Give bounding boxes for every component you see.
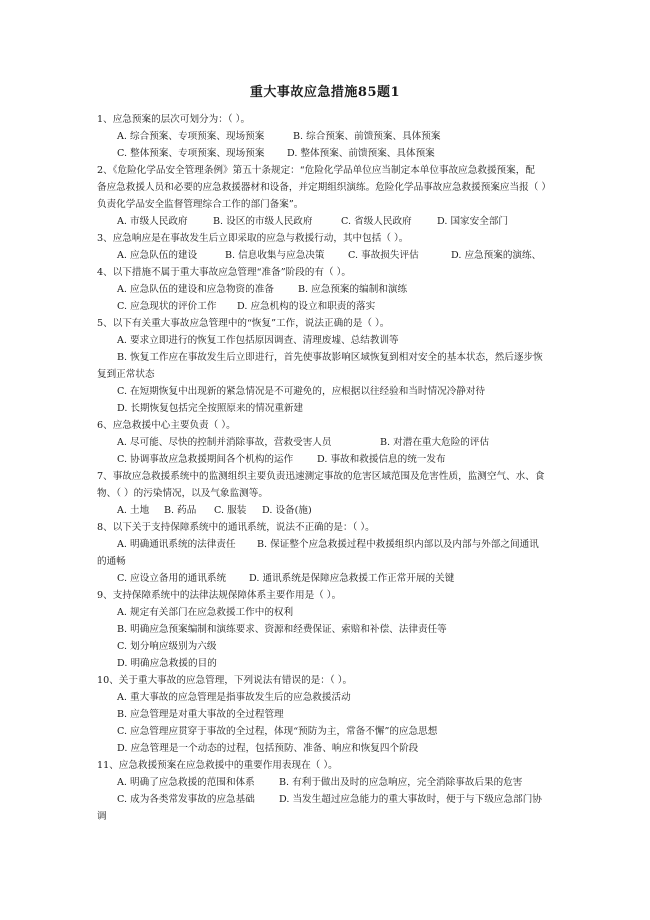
question-7-option-c: C. 服装 [214,505,247,516]
question-6-option-c: C. 协调事故应急救援期间各个机构的运作 [117,454,294,465]
question-10-stem: 10、关于重大事故的应急管理，下列说法有错误的是：（ ）。 [97,675,353,686]
question-4-option-c: C. 应急现状的评价工作 [117,301,217,312]
question-4-option-a: A. 应急队伍的建设和应急物资的准备 [117,284,274,295]
question-9-option-d: D. 明确应急救援的目的 [117,658,217,669]
question-9-stem: 9、支持保障系统中的法律法规保障体系主要作用是（ ）。 [97,590,342,601]
question-3-option-d: D. 应急预案的演练、 [451,250,542,261]
question-6-option-d: D. 事故和救援信息的统一发布 [317,454,446,465]
question-7-option-d: D. 设备(施) [262,505,312,516]
question-5-option-c: C. 在短期恢复中出现新的紧急情况是不可避免的，应根据以往经验和当时情况冷静对待 [117,386,486,397]
question-1-options-row-1 [117,131,440,143]
question-2-option-a: A. 市级人民政府 [117,216,188,227]
question-6-options-row-1 [117,437,489,449]
question-6-option-b: B. 对潜在重大危险的评估 [380,437,490,448]
question-7-stem-line-2: 物、（ ）的污染情况，以及气象监测等。 [97,488,268,499]
question-10-option-d: D. 应急管理是一个动态的过程，包括预防、准备、响应和恢复四个阶段 [117,743,419,754]
question-2-option-b: B. 设区的市级人民政府 [213,216,313,227]
question-7-option-b: B. 药品 [164,505,197,516]
question-3-stem: 3、应急响应是在事故发生后立即采取的应急与救援行动，其中包括（ ）。 [97,233,409,244]
question-6-options-row-2 [117,454,446,466]
question-1-option-b: B. 综合预案、前馈预案、具体预案 [293,131,441,142]
question-9-option-a: A. 规定有关部门在应急救援工作中的权利 [117,607,294,618]
question-11-options-row-1 [117,777,522,789]
question-5-stem: 5、以下有关重大事故应急管理中的“恢复”工作，说法正确的是（ ）。 [97,318,390,329]
question-2-option-c: C. 省级人民政府 [341,216,412,227]
question-11-option-d-line-1: D. 当发生超过应急能力的重大事故时，便于与下级应急部门协 [279,794,542,805]
question-7-options-row [117,505,312,517]
question-10-option-c: C. 应急管理应贯穿于事故的全过程，体现“预防为主，常备不懈”的应急思想 [117,726,438,737]
question-11-options-row-2 [117,794,542,806]
question-1-stem: 1、应急预案的层次可划分为：（ ）。 [97,114,251,125]
question-6-stem: 6、应急救援中心主要负责（ ）。 [97,420,236,431]
question-1-option-a: A. 综合预案、专项预案、现场预案 [117,131,265,142]
question-8-option-d: D. 通讯系统是保障应急救援工作正常开展的关键 [249,573,455,584]
question-9-option-b: B. 明确应急预案编制和演练要求、资源和经费保证、索赔和补偿、法律责任等 [117,624,447,635]
question-3-option-c: C. 事故损失评估 [348,250,419,261]
question-8-option-a: A. 明确通讯系统的法律责任 [117,539,236,550]
question-11-option-b: B. 有利于做出及时的应急响应，完全消除事故后果的危害 [279,777,523,788]
question-4-stem: 4、以下措施不属于重大事故应急管理“准备”阶段的有（ ）。 [97,267,352,278]
question-11-option-a: A. 明确了应急救援的范围和体系 [117,777,255,788]
question-8-options-row-2 [117,573,454,585]
question-2-options-row [117,216,508,228]
question-7-stem-line-1: 7、事故应急救援系统中的监测组织主要负责迅速测定事故的危害区域范围及危害性质，监测空气、水、食 [97,471,545,482]
question-11-option-c: C. 成为各类常发事故的应急基础 [117,794,255,805]
question-8-option-b-line-1: B. 保证整个应急救援过程中救援组织内部以及内部与外部之间通讯 [257,539,539,550]
question-10-option-b: B. 应急管理是对重大事故的全过程管理 [117,709,284,720]
question-2-option-d: D. 国家安全部门 [437,216,509,227]
question-2-stem-line-1: 2、《危险化学品安全管理条例》第五十条规定：“危险化学品单位应当制定本单位事故应急救援预案，配 [97,165,535,176]
question-5-option-b-line-1: B. 恢复工作应在事故发生后立即进行，首先使事故影响区域恢复到相对安全的基本状态，然后逐步恢 [117,352,543,363]
question-7-option-a: A. 土地 [117,505,150,516]
question-11-stem: 11、应急救援预案在应急救援中的重要作用表现在（ ）。 [97,760,338,771]
question-3-option-b: B. 信息收集与应急决策 [225,250,325,261]
question-9-option-c: C. 划分响应级别为六级 [117,641,217,652]
question-2-stem-line-2: 备应急救援人员和必要的应急救援器材和设备，并定期组织演练。危险化学品事故应急救援预案应当报（ ） [97,182,551,193]
question-2-stem-line-3: 负责化学品安全监督管理综合工作的部门备案”。 [97,199,304,210]
question-3-options-row [117,250,541,262]
question-1-options-row-2 [117,148,435,160]
question-1-option-c: C. 整体预案、专项预案、现场预案 [117,148,265,159]
question-3-option-a: A. 应急队伍的建设 [117,250,198,261]
question-6-option-a: A. 尽可能、尽快的控制并消除事故，营救受害人员 [117,437,332,448]
question-8-option-c: C. 应设立备用的通讯系统 [117,573,227,584]
question-11-option-d-line-2: 调 [97,811,107,822]
question-4-option-d: D. 应急机构的设立和职责的落实 [237,301,376,312]
question-4-options-row-1 [117,284,407,296]
question-10-option-a: A. 重大事故的应急管理是指事故发生后的应急救援活动 [117,692,351,703]
question-5-option-d: D. 长期恢复包括完全按照原来的情况重新建 [117,403,304,414]
question-8-options-row-1 [117,539,539,551]
question-4-option-b: B. 应急预案的编制和演练 [298,284,408,295]
question-5-option-b-line-2: 复到正常状态 [97,369,155,380]
question-8-option-b-line-2: 的通畅 [97,556,126,567]
question-8-stem: 8、以下关于支持保障系统中的通讯系统，说法不正确的是：（ ）。 [97,522,375,533]
page-title: 重大事故应急措施85题1 [249,85,401,100]
question-1-option-d: D. 整体预案、前馈预案、具体预案 [287,148,435,159]
question-5-option-a: A. 要求立即进行的恢复工作包括原因调查、清理废墟、总结教训等 [117,335,399,346]
question-4-options-row-2 [117,301,375,313]
